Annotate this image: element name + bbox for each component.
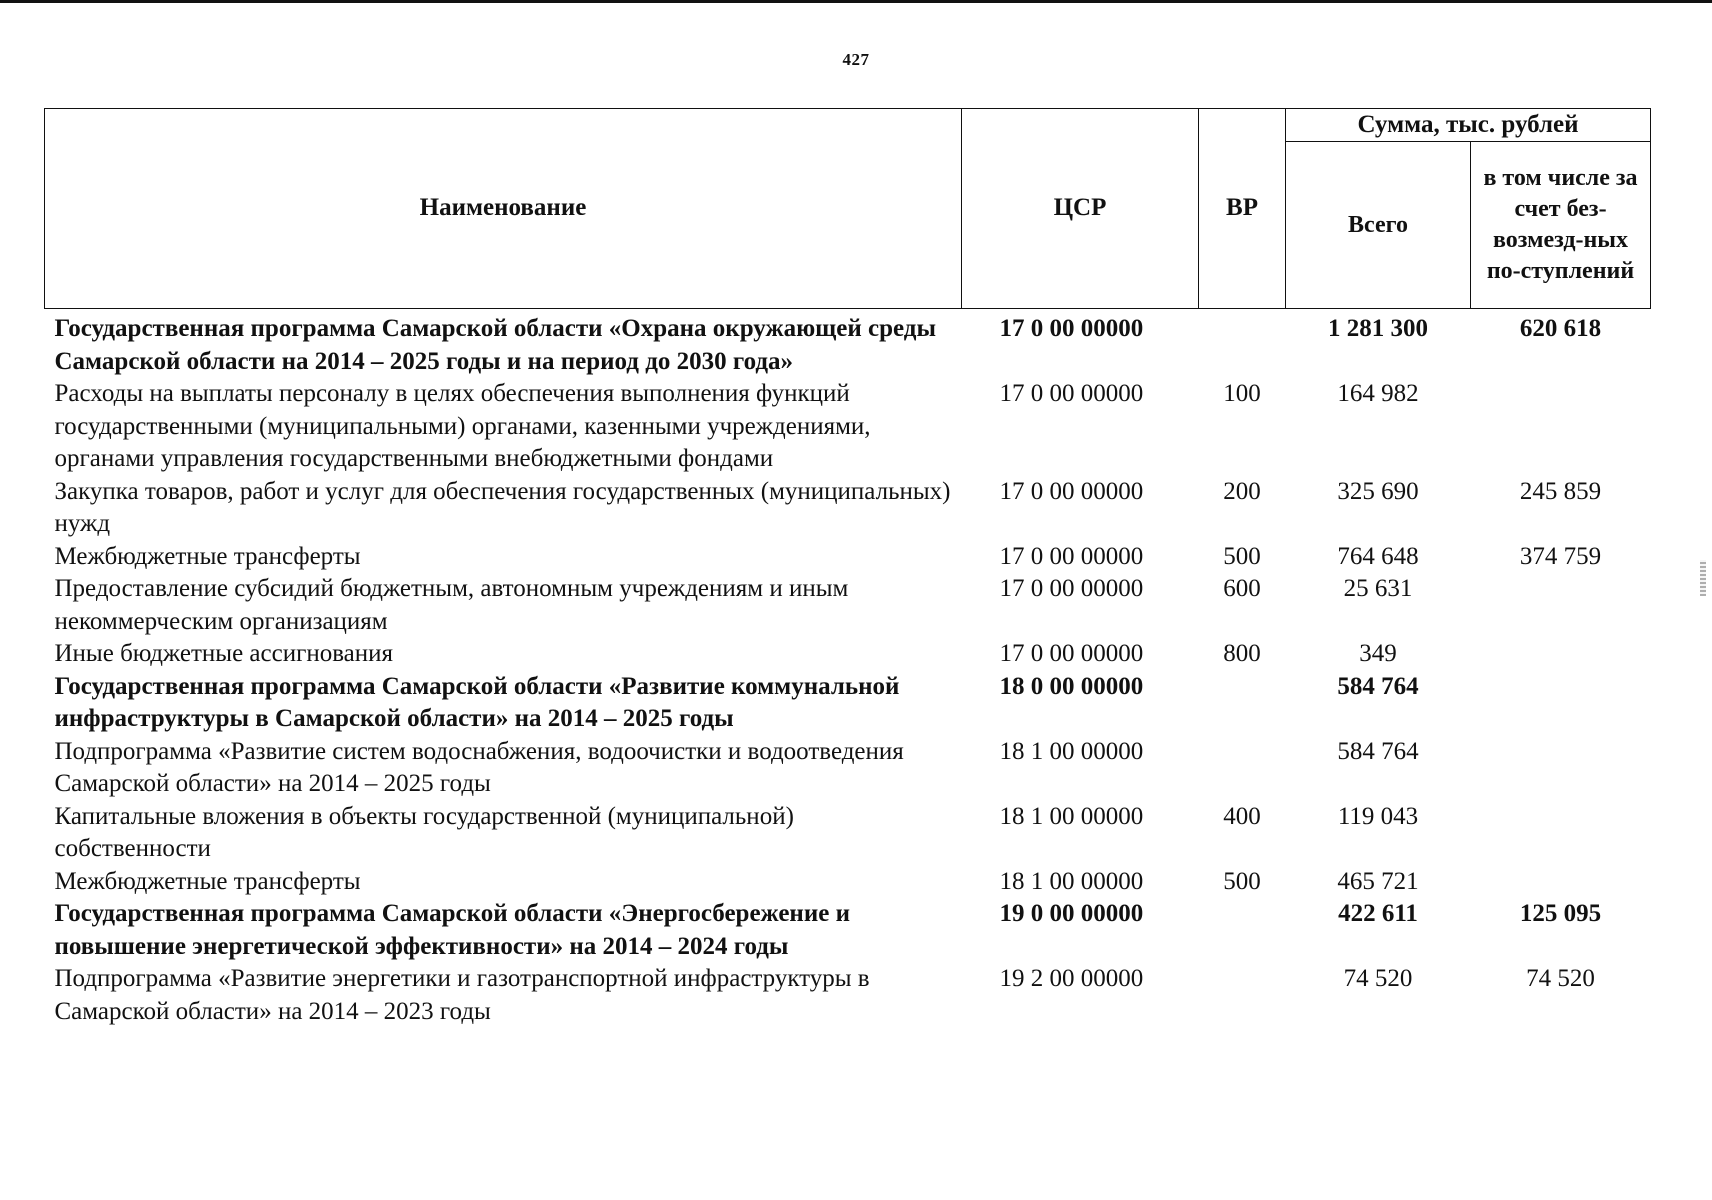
row-vr — [1199, 736, 1286, 801]
row-name: Межбюджетные трансферты — [54, 867, 361, 895]
row-csr: 18 0 00 00000 — [999, 672, 1144, 700]
row-name: Государственная программа Самарской области «Развитие коммунальной инфраструктуры в Самарской области» на 2014 – 2025 годы — [54, 672, 900, 732]
row-gratuitous: 74 520 — [1526, 965, 1595, 992]
row-gratuitous: 620 618 — [1519, 315, 1602, 342]
row-total: 465 721 — [1337, 867, 1419, 895]
row-gratuitous — [1471, 866, 1651, 899]
row-csr: 17 0 00 00000 — [999, 542, 1144, 570]
header-name: Наименование — [45, 109, 962, 309]
table-row — [45, 801, 1651, 866]
row-csr: 18 1 00 00000 — [999, 867, 1144, 895]
row-total: 584 764 — [1337, 737, 1419, 765]
row-csr: 19 2 00 00000 — [999, 965, 1144, 992]
table-row — [45, 378, 1651, 476]
row-name: Капитальные вложения в объекты государственной (муниципальной) собственности — [54, 802, 794, 862]
row-total: 764 648 — [1337, 542, 1419, 570]
scan-artifact — [1700, 560, 1706, 596]
row-csr: 17 0 00 00000 — [999, 380, 1144, 407]
row-csr: 19 0 00 00000 — [999, 900, 1144, 927]
row-total: 1 281 300 — [1328, 315, 1428, 342]
row-name: Закупка товаров, работ и услуг для обеспечения государственных (муниципальных) нужд — [54, 477, 951, 537]
table-row — [45, 309, 1651, 379]
table-body — [45, 309, 1651, 1029]
row-name: Межбюджетные трансферты — [54, 542, 361, 570]
table-row — [45, 736, 1651, 801]
row-vr — [1199, 898, 1286, 963]
row-vr: 600 — [1223, 575, 1261, 602]
row-name: Расходы на выплаты персоналу в целях обеспечения выполнения функций государственными (муниципальными) органами, казенными учреждениями, органами управления государственными внебюджетными фондами — [54, 380, 871, 472]
table-row — [45, 573, 1651, 638]
table-row — [45, 671, 1651, 736]
row-csr: 17 0 00 00000 — [999, 640, 1144, 667]
row-gratuitous: 125 095 — [1519, 900, 1602, 927]
row-csr: 18 1 00 00000 — [999, 737, 1144, 765]
row-name: Иные бюджетные ассигнования — [54, 640, 394, 667]
row-gratuitous — [1471, 638, 1651, 671]
row-name: Государственная программа Самарской области «Энергосбережение и повышение энергетической эффективности» на 2014 – 2024 годы — [54, 900, 850, 960]
header-total: Всего — [1286, 142, 1471, 309]
row-vr: 100 — [1223, 380, 1261, 407]
row-gratuitous — [1471, 801, 1651, 866]
row-total: 119 043 — [1337, 802, 1419, 830]
table-row — [45, 476, 1651, 541]
table-row — [45, 541, 1651, 574]
header-csr: ЦСР — [962, 109, 1199, 309]
row-total: 164 982 — [1337, 380, 1419, 407]
page-number: 427 — [842, 50, 870, 69]
row-gratuitous — [1471, 573, 1651, 638]
row-vr: 500 — [1223, 542, 1261, 570]
row-total: 25 631 — [1343, 575, 1413, 602]
row-vr: 800 — [1223, 640, 1261, 667]
row-name: Подпрограмма «Развитие энергетики и газотранспортной инфраструктуры в Самарской области» на 2014 – 2023 годы — [54, 965, 870, 1025]
row-csr: 17 0 00 00000 — [999, 315, 1144, 342]
row-vr: 200 — [1223, 477, 1261, 505]
row-csr: 17 0 00 00000 — [999, 575, 1144, 602]
row-name: Предоставление субсидий бюджетным, автономным учреждениям и иным некоммерческим организациям — [54, 575, 849, 635]
row-total: 325 690 — [1337, 477, 1419, 505]
row-gratuitous — [1471, 736, 1651, 801]
budget-table — [44, 108, 1651, 1028]
row-name: Подпрограмма «Развитие систем водоснабжения, водоочистки и водоотведения Самарской области» на 2014 – 2025 годы — [54, 737, 904, 797]
row-gratuitous — [1471, 378, 1651, 476]
header-vr: ВР — [1199, 109, 1286, 309]
header-sum-group: Сумма, тыс. рублей — [1286, 109, 1651, 142]
row-vr: 400 — [1223, 802, 1261, 830]
table-header — [45, 109, 1651, 309]
top-border-line — [0, 0, 1712, 3]
row-csr: 18 1 00 00000 — [999, 802, 1144, 830]
row-gratuitous — [1471, 671, 1651, 736]
row-total: 74 520 — [1343, 965, 1413, 992]
row-csr: 17 0 00 00000 — [999, 477, 1144, 505]
table-row — [45, 898, 1651, 963]
table-row — [45, 963, 1651, 1028]
row-name: Государственная программа Самарской области «Охрана окружающей среды Самарской области на 2014 – 2025 годы и на период до 2030 года» — [54, 315, 936, 375]
row-vr — [1199, 671, 1286, 736]
row-total: 349 — [1359, 640, 1397, 667]
row-vr: 500 — [1223, 867, 1261, 895]
row-vr — [1199, 963, 1286, 1028]
row-total: 422 611 — [1338, 900, 1418, 927]
row-gratuitous: 374 759 — [1519, 542, 1602, 570]
row-vr — [1199, 309, 1286, 379]
row-gratuitous: 245 859 — [1519, 477, 1602, 505]
table-row — [45, 638, 1651, 671]
table-row — [45, 866, 1651, 899]
header-gratuitous: в том числе за счет без-возмезд-ных по-ступлений — [1471, 142, 1651, 309]
row-total: 584 764 — [1337, 672, 1419, 700]
